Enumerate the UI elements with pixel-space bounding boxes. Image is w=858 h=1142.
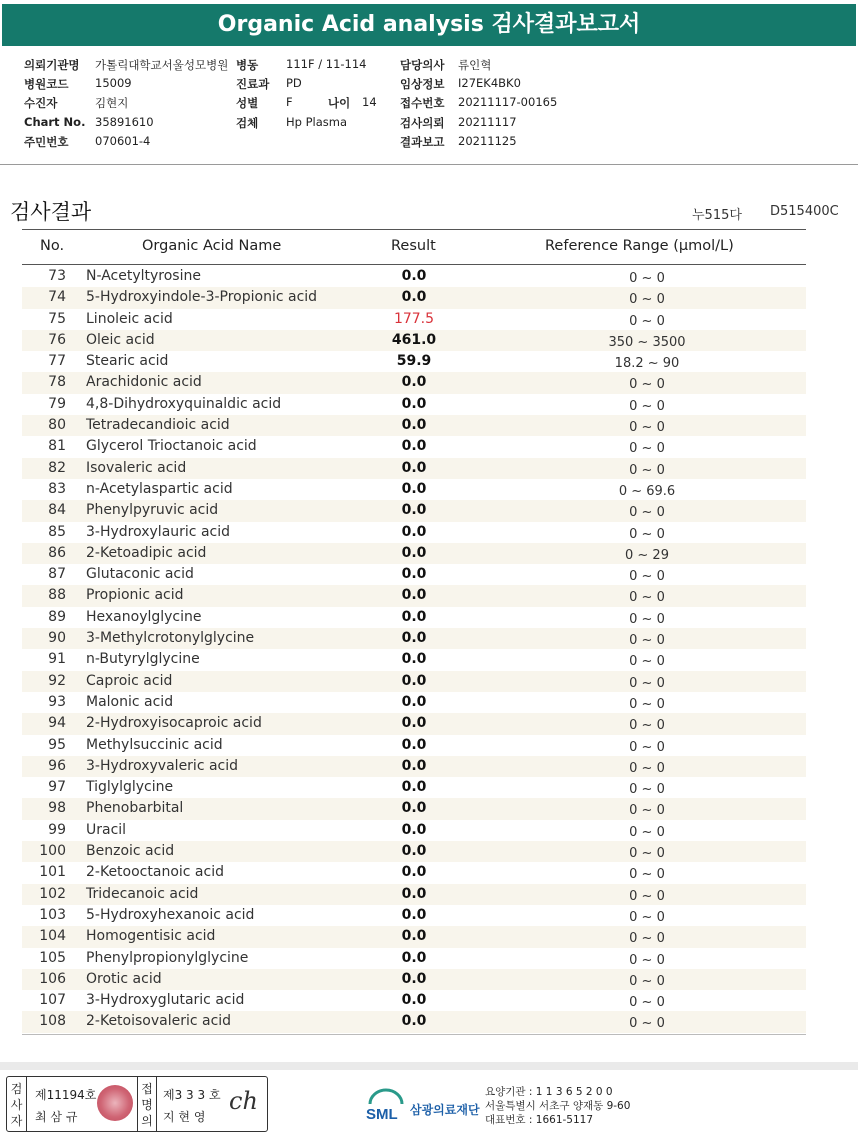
- confirm-name: 지 현 영: [163, 1110, 206, 1124]
- row-number: 102: [39, 885, 66, 902]
- table-row: [22, 948, 806, 969]
- row-result: 0.0: [401, 459, 427, 476]
- row-reference-range: 0 ~ 0: [629, 888, 665, 904]
- row-reference-range: 0 ~ 0: [629, 846, 665, 862]
- table-row: [22, 777, 806, 798]
- row-number: 95: [48, 736, 66, 753]
- row-result: 0.0: [401, 757, 427, 774]
- patient-value: 김현지: [95, 96, 129, 110]
- row-result: 0.0: [401, 736, 427, 753]
- row-acid-name: Benzoic acid: [86, 843, 175, 860]
- row-acid-name: Methylsuccinic acid: [86, 736, 223, 753]
- row-reference-range: 0 ~ 0: [629, 505, 665, 521]
- row-result: 0.0: [401, 693, 427, 710]
- row-result: 0.0: [401, 906, 427, 923]
- row-result: 0.0: [401, 438, 427, 455]
- ward-label: 병동: [236, 58, 259, 72]
- row-acid-name: 2-Ketoadipic acid: [86, 544, 207, 561]
- row-number: 101: [39, 864, 66, 881]
- table-row: [22, 309, 806, 330]
- header-no: No.: [40, 238, 65, 254]
- row-number: 83: [48, 480, 66, 497]
- table-row: [22, 266, 806, 287]
- row-number: 73: [48, 268, 66, 284]
- contact-line: 대표번호 : 1661-5117: [485, 1114, 594, 1126]
- confirm-no: 제3 3 3 호: [163, 1088, 221, 1102]
- row-number: 85: [48, 523, 66, 540]
- specimen-value: Hp Plasma: [286, 115, 348, 129]
- report-code-1: 누515다: [692, 208, 742, 223]
- row-acid-name: Phenylpyruvic acid: [86, 502, 219, 519]
- section-title: 검사결과: [10, 200, 92, 224]
- contact-line: 요양기관 : 1 1 3 6 5 2 0 0: [485, 1086, 613, 1098]
- row-acid-name: Glycerol Trioctanoic acid: [86, 438, 257, 455]
- row-reference-range: 0 ~ 0: [629, 739, 665, 755]
- table-header: [22, 232, 806, 263]
- row-acid-name: Glutaconic acid: [86, 566, 194, 583]
- row-acid-name: Caproic acid: [86, 672, 173, 689]
- table-row: [22, 820, 806, 841]
- row-result: 0.0: [401, 651, 427, 668]
- row-result: 0.0: [401, 566, 427, 583]
- row-reference-range: 0 ~ 0: [629, 718, 665, 734]
- row-number: 80: [48, 417, 66, 434]
- table-row: [22, 649, 806, 670]
- tester-no: 제11194호: [35, 1088, 97, 1102]
- table-row: [22, 926, 806, 947]
- clinical-label: 임상정보: [400, 77, 445, 91]
- row-result: 0.0: [401, 417, 427, 434]
- row-acid-name: Oleic acid: [86, 331, 155, 348]
- request-value: 20211117: [458, 115, 517, 129]
- row-reference-range: 0 ~ 0: [629, 398, 665, 414]
- row-number: 106: [39, 970, 66, 987]
- table-row: [22, 735, 806, 756]
- table-row: [22, 458, 806, 479]
- row-number: 90: [48, 630, 66, 647]
- row-reference-range: 0 ~ 0: [629, 867, 665, 883]
- sml-logo-text: SML: [366, 1106, 398, 1123]
- table-row: [22, 969, 806, 990]
- row-number: 82: [48, 459, 66, 476]
- row-result: 0.0: [401, 928, 427, 945]
- row-number: 87: [48, 566, 66, 583]
- hospital-code-value: 15009: [95, 76, 132, 90]
- table-row: [22, 990, 806, 1011]
- row-reference-range: 18.2 ~ 90: [614, 356, 680, 372]
- doctor-value: 류인혁: [458, 58, 492, 72]
- age-label: 나이: [328, 96, 351, 110]
- row-acid-name: 4,8-Dihydroxyquinaldic acid: [86, 395, 282, 412]
- table-row: [22, 1011, 806, 1032]
- info-divider: [0, 164, 858, 165]
- row-reference-range: 0 ~ 29: [625, 547, 669, 563]
- row-number: 108: [39, 1013, 66, 1030]
- row-reference-range: 0 ~ 0: [629, 782, 665, 798]
- row-result: 0.0: [401, 289, 427, 306]
- row-result: 461.0: [391, 331, 437, 348]
- row-number: 81: [48, 438, 66, 455]
- patient-info: [0, 52, 858, 164]
- report-title: Organic Acid analysis 검사결과보고서: [2, 4, 856, 46]
- row-acid-name: Arachidonic acid: [86, 374, 202, 391]
- row-acid-name: Tiglylglycine: [86, 779, 174, 796]
- table-row: [22, 798, 806, 819]
- row-reference-range: 0 ~ 0: [629, 973, 665, 989]
- ward-value: 111F / 11-114: [286, 57, 367, 71]
- row-reference-range: 0 ~ 0: [629, 760, 665, 776]
- row-acid-name: 2-Hydroxyisocaproic acid: [86, 715, 262, 732]
- receipt-value: 20211117-00165: [458, 95, 558, 109]
- row-number: 86: [48, 544, 66, 561]
- row-result: 0.0: [401, 544, 427, 561]
- row-acid-name: Linoleic acid: [86, 310, 173, 327]
- row-reference-range: 0 ~ 0: [629, 696, 665, 712]
- row-number: 88: [48, 587, 66, 604]
- row-result: 0.0: [401, 374, 427, 391]
- row-result: 0.0: [401, 800, 427, 817]
- table-row: [22, 884, 806, 905]
- row-acid-name: 3-Hydroxylauric acid: [86, 523, 230, 540]
- row-number: 93: [48, 693, 66, 710]
- hospital-code-label: 병원코드: [24, 77, 69, 91]
- row-result: 0.0: [401, 821, 427, 838]
- table-row: [22, 607, 806, 628]
- table-row: [22, 564, 806, 585]
- row-acid-name: Uracil: [86, 821, 127, 838]
- row-number: 99: [48, 821, 66, 838]
- row-reference-range: 0 ~ 0: [629, 441, 665, 457]
- row-reference-range: 0 ~ 69.6: [618, 483, 676, 499]
- row-acid-name: 5-Hydroxyhexanoic acid: [86, 906, 255, 923]
- row-number: 75: [48, 310, 66, 327]
- row-number: 78: [48, 374, 66, 391]
- row-result: 0.0: [401, 672, 427, 689]
- table-row: [22, 436, 806, 457]
- row-number: 91: [48, 651, 66, 668]
- resident-id-label: 주민번호: [24, 135, 69, 149]
- row-result: 0.0: [401, 864, 427, 881]
- row-acid-name: Propionic acid: [86, 587, 184, 604]
- row-reference-range: 0 ~ 0: [629, 271, 665, 286]
- row-result: 0.0: [401, 843, 427, 860]
- header-reference: Reference Range (μmol/L): [545, 238, 734, 254]
- row-reference-range: 0 ~ 0: [629, 1016, 665, 1032]
- table-bottom-rule: [22, 1034, 806, 1035]
- row-reference-range: 0 ~ 0: [629, 313, 665, 329]
- row-result: 0.0: [401, 268, 427, 284]
- row-result: 0.0: [401, 779, 427, 796]
- chart-no-label: Chart No.: [24, 115, 86, 129]
- row-acid-name: Tridecanoic acid: [86, 885, 199, 902]
- header-name: Organic Acid Name: [142, 238, 282, 254]
- table-row: [22, 351, 806, 372]
- report-code-2: D515400C: [770, 204, 839, 219]
- row-reference-range: 0 ~ 0: [629, 952, 665, 968]
- request-label: 검사의뢰: [400, 116, 445, 130]
- row-number: 104: [39, 928, 66, 945]
- row-acid-name: Orotic acid: [86, 970, 162, 987]
- row-reference-range: 0 ~ 0: [629, 292, 665, 308]
- table-row: [22, 713, 806, 734]
- row-result: 0.0: [401, 502, 427, 519]
- row-reference-range: 350 ~ 3500: [608, 334, 686, 350]
- receipt-label: 접수번호: [400, 96, 445, 110]
- row-acid-name: Hexanoylglycine: [86, 608, 202, 625]
- table-row: [22, 394, 806, 415]
- confirm-label: 접명의: [137, 1077, 157, 1131]
- tester-label: 검사자: [7, 1077, 27, 1131]
- page-bottom-band: [0, 1062, 858, 1070]
- results-table-body: [22, 266, 806, 1033]
- row-acid-name: 5-Hydroxyindole-3-Propionic acid: [86, 289, 318, 306]
- row-acid-name: Phenylpropionylglycine: [86, 949, 249, 966]
- table-row: [22, 500, 806, 521]
- row-result: 59.9: [396, 353, 432, 370]
- row-acid-name: 3-Hydroxyvaleric acid: [86, 757, 239, 774]
- table-row: [22, 756, 806, 777]
- row-number: 84: [48, 502, 66, 519]
- row-reference-range: 0 ~ 0: [629, 824, 665, 840]
- row-number: 97: [48, 779, 66, 796]
- clinical-value: I27EK4BK0: [458, 76, 521, 90]
- row-acid-name: 3-Hydroxyglutaric acid: [86, 992, 245, 1009]
- doctor-label: 담당의사: [400, 58, 445, 72]
- row-result: 177.5: [393, 310, 435, 327]
- row-result: 0.0: [401, 949, 427, 966]
- signature-box: [6, 1076, 268, 1132]
- row-number: 92: [48, 672, 66, 689]
- row-reference-range: 0 ~ 0: [629, 909, 665, 925]
- row-acid-name: Tetradecandioic acid: [86, 417, 230, 434]
- row-reference-range: 0 ~ 0: [629, 526, 665, 542]
- dept-label: 진료과: [236, 77, 270, 91]
- report-date-value: 20211125: [458, 134, 517, 148]
- table-row: [22, 692, 806, 713]
- row-number: 89: [48, 608, 66, 625]
- institution-value: 가톨릭대학교서울성모병원: [95, 58, 229, 72]
- row-reference-range: 0 ~ 0: [629, 611, 665, 627]
- row-reference-range: 0 ~ 0: [629, 654, 665, 670]
- patient-label: 수진자: [24, 96, 58, 110]
- seal-stamp: [97, 1085, 133, 1121]
- row-acid-name: n-Acetylaspartic acid: [86, 480, 233, 497]
- org-name: 삼광의료재단: [410, 1103, 480, 1117]
- row-reference-range: 0 ~ 0: [629, 569, 665, 585]
- resident-id-value: 070601-4: [95, 134, 151, 148]
- row-acid-name: N-Acetyltyrosine: [86, 268, 201, 284]
- row-reference-range: 0 ~ 0: [629, 931, 665, 947]
- table-row: [22, 905, 806, 926]
- dept-value: PD: [286, 76, 302, 90]
- table-row: [22, 543, 806, 564]
- contact-line: 서울특별시 서초구 양재동 9-60: [485, 1100, 631, 1112]
- table-row: [22, 862, 806, 883]
- row-acid-name: Phenobarbital: [86, 800, 184, 817]
- row-number: 77: [48, 353, 66, 370]
- signature: ch: [229, 1087, 258, 1115]
- table-row: [22, 415, 806, 436]
- row-result: 0.0: [401, 630, 427, 647]
- row-number: 107: [39, 992, 66, 1009]
- row-number: 103: [39, 906, 66, 923]
- row-result: 0.0: [401, 1013, 427, 1030]
- sex-value: F: [286, 95, 293, 109]
- row-reference-range: 0 ~ 0: [629, 675, 665, 691]
- row-result: 0.0: [401, 480, 427, 497]
- row-reference-range: 0 ~ 0: [629, 633, 665, 649]
- row-result: 0.0: [401, 715, 427, 732]
- row-result: 0.0: [401, 992, 427, 1009]
- tester-name: 최 삼 규: [35, 1110, 78, 1124]
- table-row: [22, 585, 806, 606]
- row-number: 76: [48, 331, 66, 348]
- age-value: 14: [362, 95, 377, 109]
- row-reference-range: 0 ~ 0: [629, 462, 665, 478]
- header-result: Result: [391, 238, 436, 254]
- table-top-rule: [22, 229, 806, 230]
- row-result: 0.0: [401, 395, 427, 412]
- row-acid-name: Homogentisic acid: [86, 928, 216, 945]
- row-acid-name: 3-Methylcrotonylglycine: [86, 630, 255, 647]
- row-number: 94: [48, 715, 66, 732]
- row-reference-range: 0 ~ 0: [629, 995, 665, 1011]
- row-number: 100: [39, 843, 66, 860]
- row-number: 74: [48, 289, 66, 306]
- row-number: 105: [39, 949, 66, 966]
- row-reference-range: 0 ~ 0: [629, 590, 665, 606]
- row-number: 79: [48, 395, 66, 412]
- table-row: [22, 479, 806, 500]
- row-acid-name: Malonic acid: [86, 693, 174, 710]
- sml-logo-icon: [364, 1086, 408, 1126]
- contact-info: [485, 1085, 630, 1127]
- row-reference-range: 0 ~ 0: [629, 803, 665, 819]
- chart-no-value: 35891610: [95, 115, 154, 129]
- row-number: 98: [48, 800, 66, 817]
- row-acid-name: 2-Ketoisovaleric acid: [86, 1013, 232, 1030]
- row-result: 0.0: [401, 523, 427, 540]
- row-acid-name: 2-Ketooctanoic acid: [86, 864, 224, 881]
- row-number: 96: [48, 757, 66, 774]
- table-row: [22, 287, 806, 308]
- row-acid-name: n-Butyrylglycine: [86, 651, 200, 668]
- table-row: [22, 522, 806, 543]
- row-result: 0.0: [401, 608, 427, 625]
- row-result: 0.0: [401, 587, 427, 604]
- table-row: [22, 628, 806, 649]
- report-date-label: 결과보고: [400, 135, 445, 149]
- row-result: 0.0: [401, 970, 427, 987]
- row-acid-name: Stearic acid: [86, 353, 169, 370]
- table-header-rule: [22, 264, 806, 265]
- table-row: [22, 841, 806, 862]
- table-row: [22, 671, 806, 692]
- row-result: 0.0: [401, 885, 427, 902]
- sex-label: 성별: [236, 96, 259, 110]
- row-reference-range: 0 ~ 0: [629, 377, 665, 393]
- table-row: [22, 372, 806, 393]
- row-reference-range: 0 ~ 0: [629, 420, 665, 436]
- specimen-label: 검체: [236, 116, 259, 130]
- table-row: [22, 330, 806, 351]
- institution-label: 의뢰기관명: [24, 58, 80, 72]
- row-acid-name: Isovaleric acid: [86, 459, 187, 476]
